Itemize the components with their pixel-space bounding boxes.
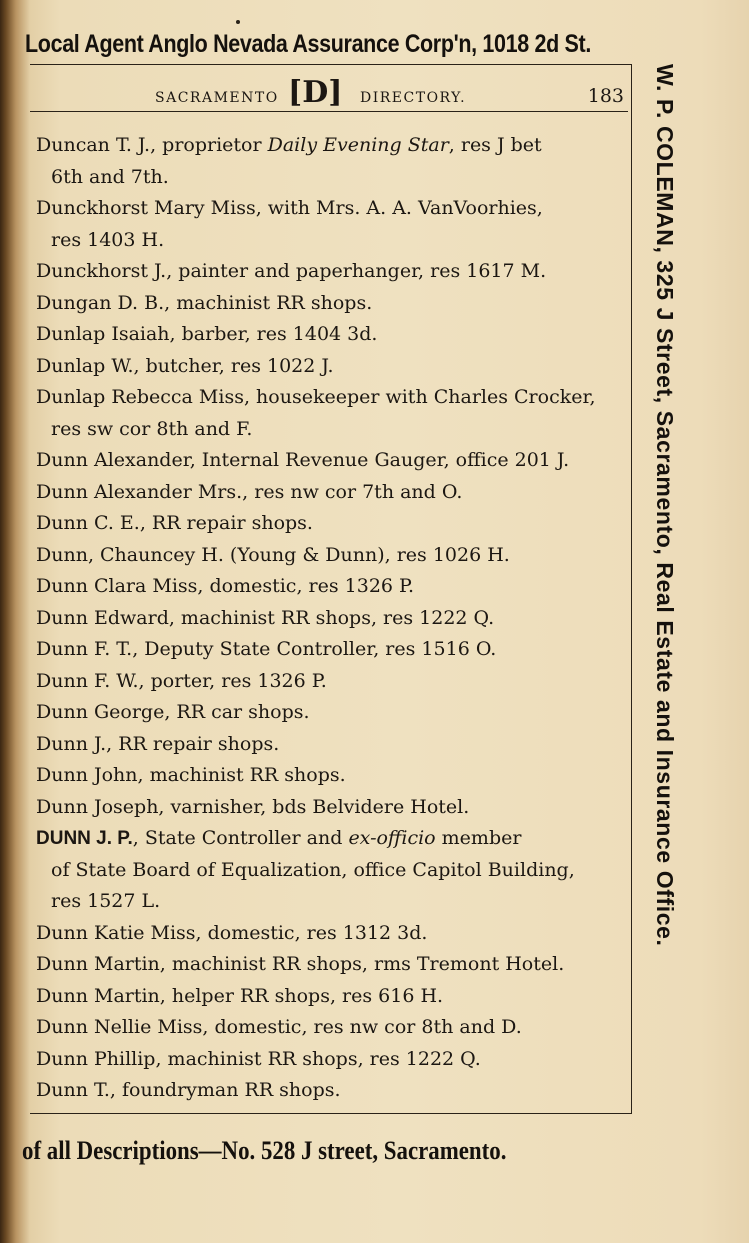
directory-entry [36, 634, 621, 666]
side-advertisement [636, 64, 676, 1134]
directory-entry [36, 1075, 621, 1107]
top-advertisement-banner: Local Agent Anglo Nevada Assurance Corp'n, 1018 2d St. [25, 30, 591, 58]
directory-entry-continuation [36, 162, 621, 194]
directory-entry [36, 1012, 621, 1044]
directory-listing [36, 130, 621, 1107]
directory-entry [36, 256, 621, 288]
directory-entry-continuation [36, 855, 621, 887]
entry-text: Dunn Martin, machinist RR shops, rms Tremont Hotel. [36, 953, 565, 975]
directory-entry [36, 792, 621, 824]
entry-tail-text: member [435, 827, 522, 849]
entry-text: Dunn Alexander Mrs., res nw cor 7th and O. [36, 480, 463, 503]
entry-text: Dunn John, machinist RR shops. [36, 764, 346, 786]
page-number: 183 [587, 85, 624, 107]
directory-entry [36, 729, 621, 761]
entry-text: Dunn Phillip, machinist RR shops, res 1222 Q. [36, 1047, 481, 1070]
entry-bold-name: DUNN J. P. [36, 828, 133, 849]
entry-text: Dunn J., RR repair shops. [36, 732, 280, 755]
header-directory: DIRECTORY. [360, 90, 467, 106]
entry-text: Dunlap W., butcher, res 1022 J. [36, 354, 334, 377]
directory-entry [36, 319, 621, 351]
header-section-letter: [D] [288, 75, 343, 110]
entry-text: Dunn, Chauncey H. (Young & Dunn), res 1026 H. [36, 543, 510, 566]
directory-entry [36, 981, 621, 1013]
directory-entry [36, 351, 621, 383]
directory-entry [36, 1044, 621, 1076]
entry-text: Dunn Alexander, Internal Revenue Gauger, office 201 J. [36, 449, 570, 471]
entry-text: 6th and 7th. [51, 165, 169, 188]
directory-entry [36, 193, 621, 225]
entry-text: Dunckhorst J., painter and paperhanger, res 1617 M. [36, 260, 547, 282]
entry-italic-text: Daily Evening Star [267, 134, 449, 156]
entry-text: Duncan T. J., proprietor [36, 134, 268, 156]
entry-text: Dunn Clara Miss, domestic, res 1326 P. [36, 575, 415, 597]
header-city: SACRAMENTO [155, 90, 279, 106]
directory-entry [36, 445, 621, 477]
directory-entry [36, 949, 621, 981]
directory-entry [36, 823, 621, 855]
entry-text: Dungan D. B., machinist RR shops. [36, 291, 373, 314]
directory-entry [36, 477, 621, 509]
directory-entry [36, 540, 621, 572]
entry-text: Dunlap Isaiah, barber, res 1404 3d. [36, 323, 378, 345]
directory-entry [36, 130, 621, 162]
entry-text: Dunn Nellie Miss, domestic, res nw cor 8th and D. [36, 1016, 522, 1038]
directory-entry-continuation [36, 414, 621, 446]
entry-text: Dunn Katie Miss, domestic, res 1312 3d. [36, 921, 428, 944]
entry-text: res 1527 L. [51, 890, 161, 912]
directory-entry-continuation [36, 886, 621, 918]
directory-entry-continuation [36, 225, 621, 257]
directory-entry [36, 571, 621, 603]
bottom-advertisement-banner: of all Descriptions—No. 528 J street, Sacramento. [22, 1136, 507, 1165]
entry-text: res 1403 H. [51, 228, 165, 251]
entry-text: of State Board of Equalization, office Capitol Building, [51, 858, 575, 881]
entry-text: , State Controller and [132, 827, 349, 849]
entry-text: Dunlap Rebecca Miss, housekeeper with Charles Crocker, [36, 386, 596, 408]
entry-tail-text: , res J bet [448, 134, 542, 156]
entry-text: Dunn Martin, helper RR shops, res 616 H. [36, 984, 444, 1007]
entry-text: res sw cor 8th and F. [51, 417, 253, 440]
directory-entry [36, 697, 621, 729]
directory-entry [36, 508, 621, 540]
entry-text: Dunn T., foundryman RR shops. [36, 1079, 341, 1101]
directory-entry [36, 918, 621, 950]
entry-italic-text: ex-officio [348, 827, 436, 849]
ink-speck [236, 20, 240, 24]
entry-text: Dunckhorst Mary Miss, with Mrs. A. A. VanVoorhies, [36, 197, 543, 219]
running-header [30, 75, 628, 112]
side-advertisement-text: W. P. COLEMAN, 325 J Street, Sacramento, Real Estate and Insurance Office. [652, 64, 678, 947]
directory-entry [36, 666, 621, 698]
directory-entry [36, 603, 621, 635]
directory-entry [36, 288, 621, 320]
entry-text: Dunn F. W., porter, res 1326 P. [36, 669, 327, 692]
entry-text: Dunn Edward, machinist RR shops, res 1222 Q. [36, 606, 495, 629]
entry-text: Dunn F. T., Deputy State Controller, res 1516 O. [36, 638, 497, 660]
directory-entry [36, 382, 621, 414]
entry-text: Dunn C. E., RR repair shops. [36, 512, 313, 534]
entry-text: Dunn Joseph, varnisher, bds Belvidere Hotel. [36, 795, 470, 818]
entry-text: Dunn George, RR car shops. [36, 701, 310, 723]
directory-entry [36, 760, 621, 792]
